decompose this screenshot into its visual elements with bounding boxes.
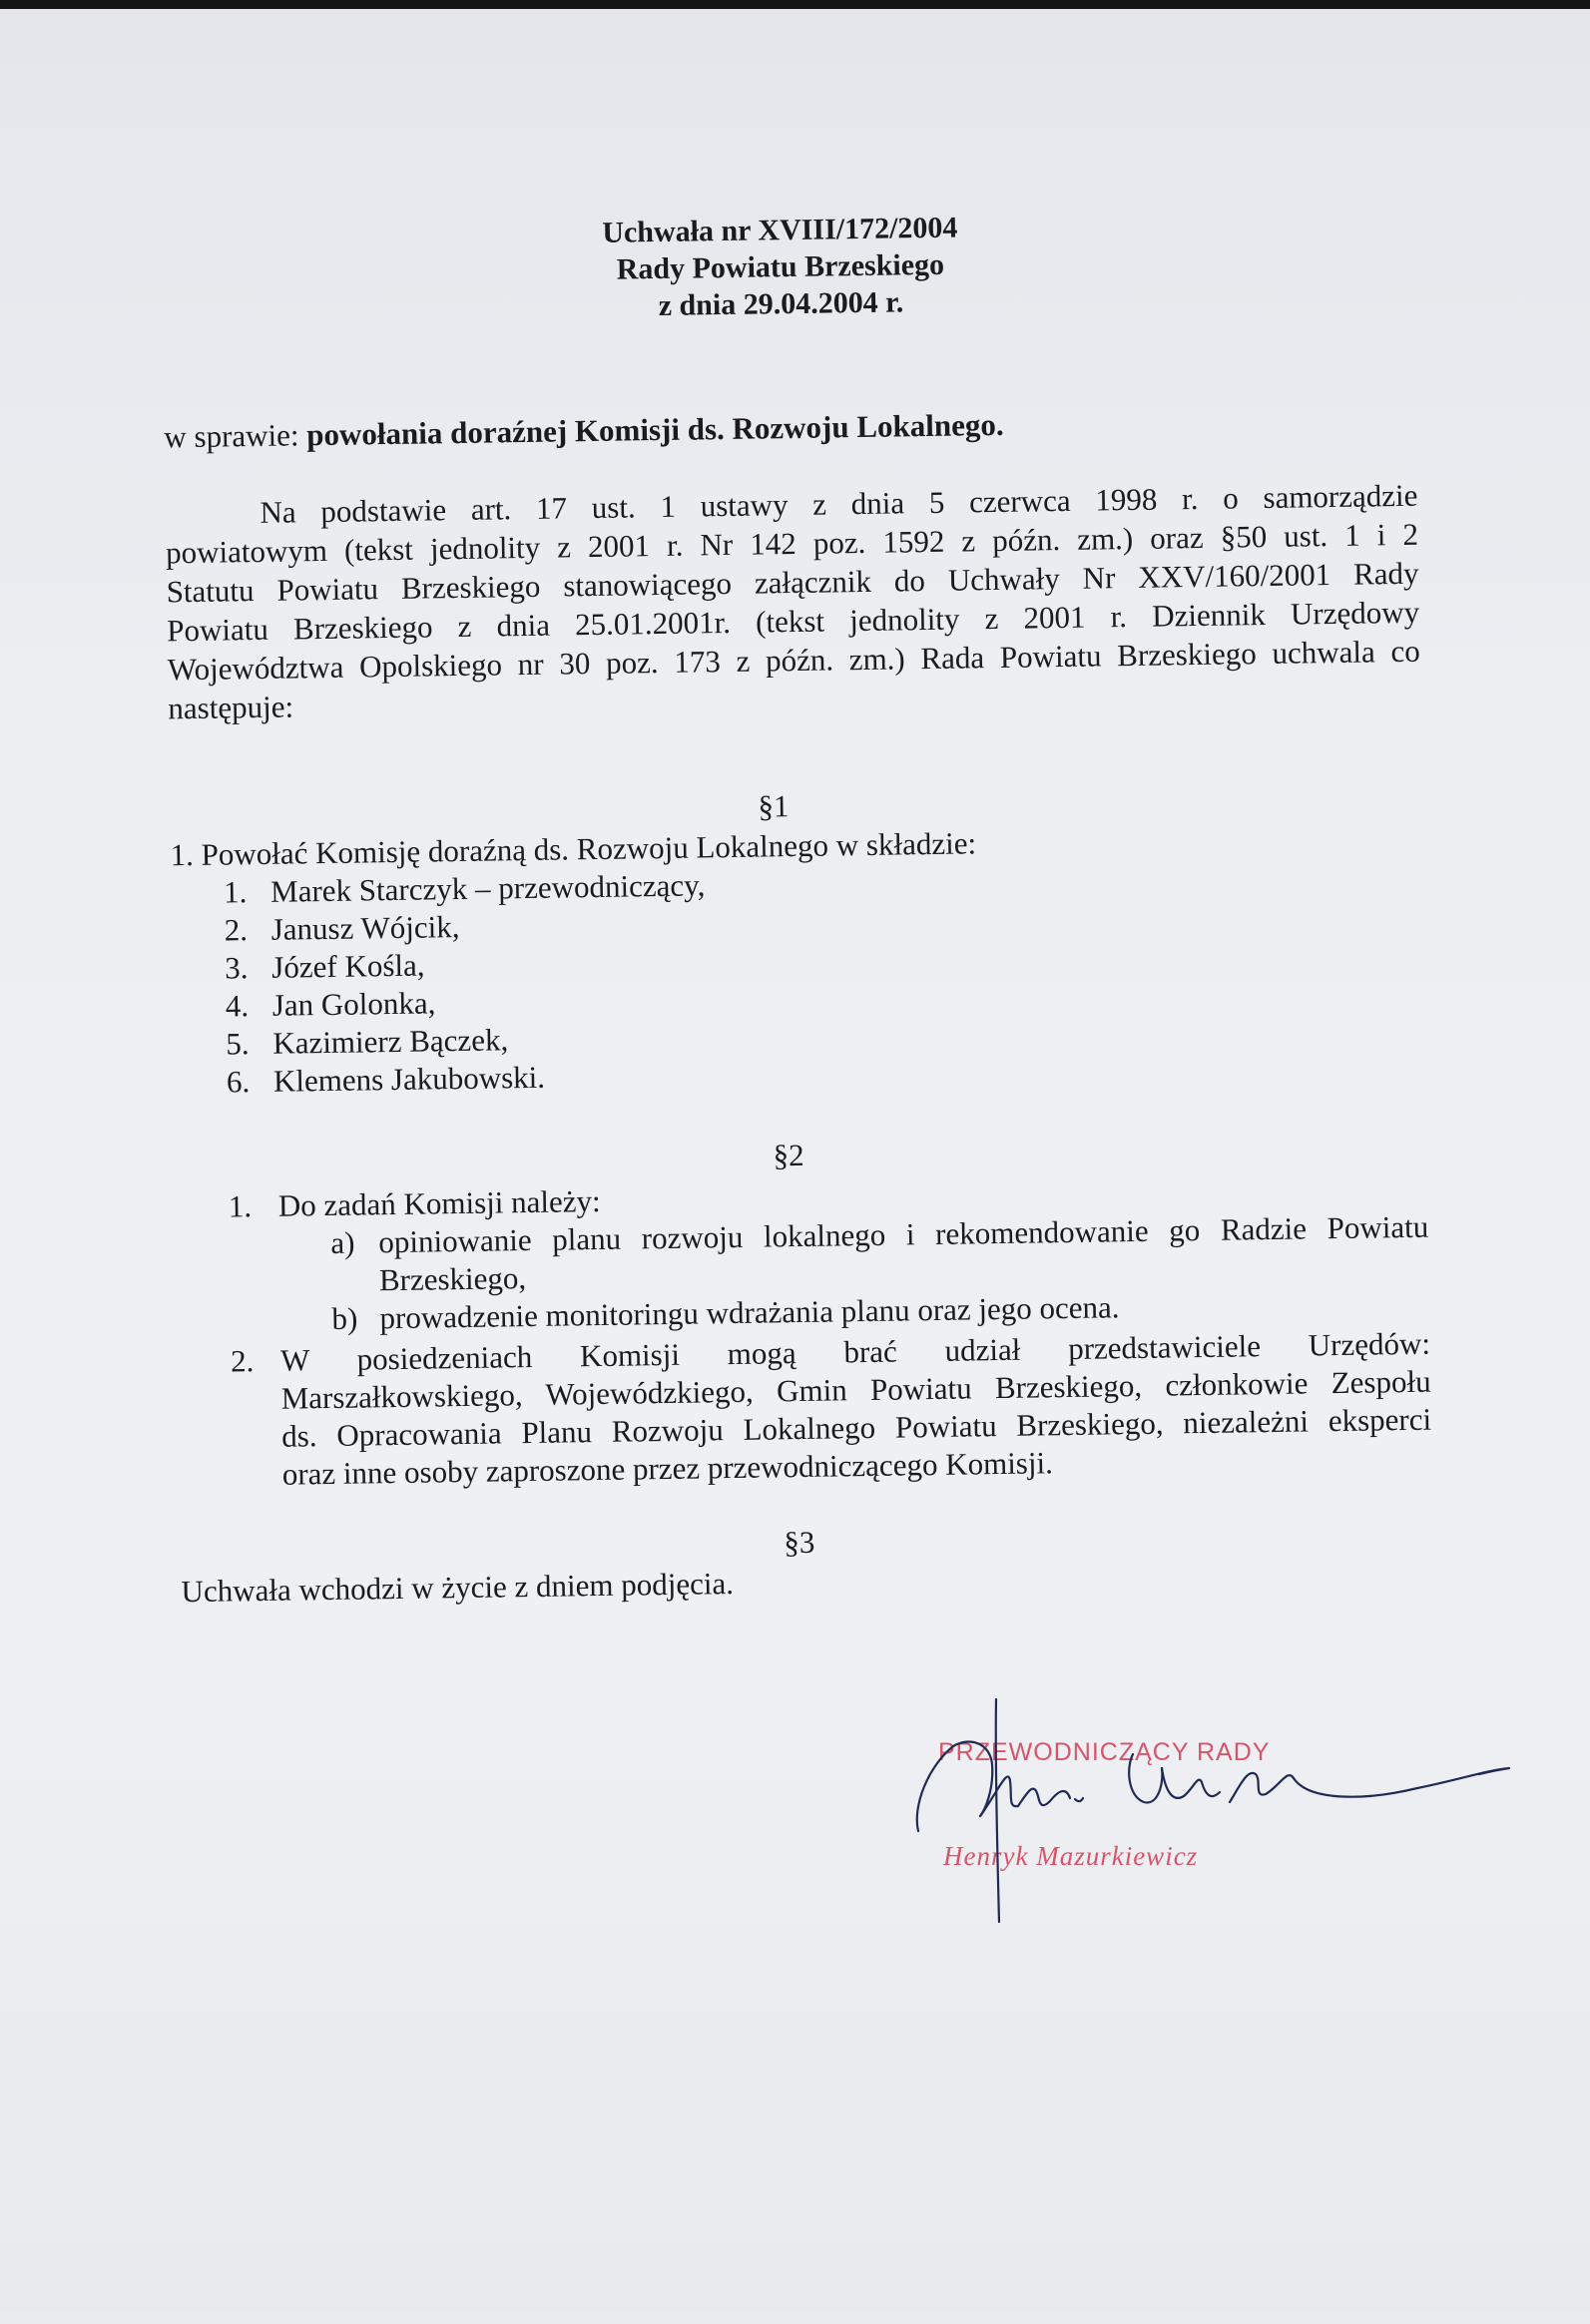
member-name: Jan Golonka, <box>271 985 436 1023</box>
member-name: Józef Kośla, <box>271 947 425 985</box>
point-text: oraz inne osoby zaproszone przez przewodniczącego Komisji. <box>281 1445 1054 1492</box>
section-heading: §2 <box>773 1137 804 1173</box>
subpoint-label: b) <box>331 1300 358 1336</box>
resolution-date: z dnia 29.04.2004 r. <box>658 285 904 322</box>
stamp-name: Henryk Mazurkiewicz <box>943 1841 1199 1871</box>
point-text: Marszałkowskiego, Wojewódzkiego, Gmin Powiatu Brzeskiego, członkowie Zespołu <box>280 1363 1431 1416</box>
point-text: W posiedzeniach Komisji mogą brać udział przedstawiciele Urzędów: <box>279 1325 1431 1378</box>
member-number: 2. <box>224 912 249 948</box>
subject-text: powołania doraźnej Komisji ds. Rozwoju Lokalnego. <box>305 406 1004 453</box>
preamble-line: powiatowym (tekst jednolity z 2001 r. Nr 142 poz. 1592 z późn. zm.) oraz §50 ust. 1 i 2 <box>165 516 1419 571</box>
handwritten-signature <box>898 1696 1517 1926</box>
stamp-title: PRZEWODNICZĄCY RADY <box>938 1738 1271 1766</box>
preamble-line: Województwa Opolskiego nr 30 poz. 173 z późn. zm.) Rada Powiatu Brzeskiego uchwala co <box>167 633 1420 688</box>
member-number: 5. <box>226 1026 250 1062</box>
point-text: ds. Opracowania Planu Rozwoju Lokalnego Powiatu Brzeskiego, niezależni eksperci <box>280 1401 1432 1454</box>
point-number: 2. <box>230 1343 255 1379</box>
member-name: Janusz Wójcik, <box>270 909 460 947</box>
member-name: Klemens Jakubowski. <box>272 1059 546 1099</box>
section-heading: §3 <box>784 1524 815 1561</box>
preamble-line: Statutu Powiatu Brzeskiego stanowiącego załącznik do Uchwały Nr XXV/160/2001 Rady <box>166 555 1419 610</box>
section1-intro: 1. Powołać Komisję doraźną ds. Rozwoju Lokalnego w składzie: <box>170 825 977 873</box>
section-heading: §1 <box>758 788 790 824</box>
member-number: 4. <box>225 988 250 1024</box>
subject-prefix: w sprawie: <box>164 417 307 455</box>
member-number: 6. <box>226 1064 251 1100</box>
preamble-line: Powiatu Brzeskiego z dnia 25.01.2001r. (tekst jednolity z 2001 r. Dziennik Urzędowy <box>166 594 1420 649</box>
member-name: Kazimierz Bączek, <box>272 1022 509 1061</box>
point-text: Do zadań Komisji należy: <box>277 1182 601 1223</box>
preamble-line: następuje: <box>168 689 294 726</box>
subpoint-text: opiniowanie planu rozwoju lokalnego i rekomendowanie go Radzie Powiatu <box>378 1208 1429 1260</box>
section3-text: Uchwała wchodzi w życie z dniem podjęcia. <box>181 1566 735 1610</box>
point-number: 1. <box>228 1188 253 1224</box>
member-name: Marek Starczyk – przewodniczący, <box>269 867 706 909</box>
member-number: 1. <box>223 874 248 910</box>
council-name: Rady Powiatu Brzeskiego <box>616 247 945 286</box>
subpoint-label: a) <box>330 1224 355 1260</box>
subpoint-text: prowadzenie monitoringu wdrażania planu oraz jego ocena. <box>379 1289 1120 1336</box>
subject-line <box>164 407 1004 455</box>
subpoint-text: Brzeskiego, <box>378 1260 527 1298</box>
member-number: 3. <box>225 950 249 986</box>
resolution-number: Uchwała nr XVIII/172/2004 <box>602 211 958 249</box>
preamble-line: Na podstawie art. 17 ust. 1 ustawy z dnia 5 czerwca 1998 r. o samorządzie <box>260 477 1418 530</box>
